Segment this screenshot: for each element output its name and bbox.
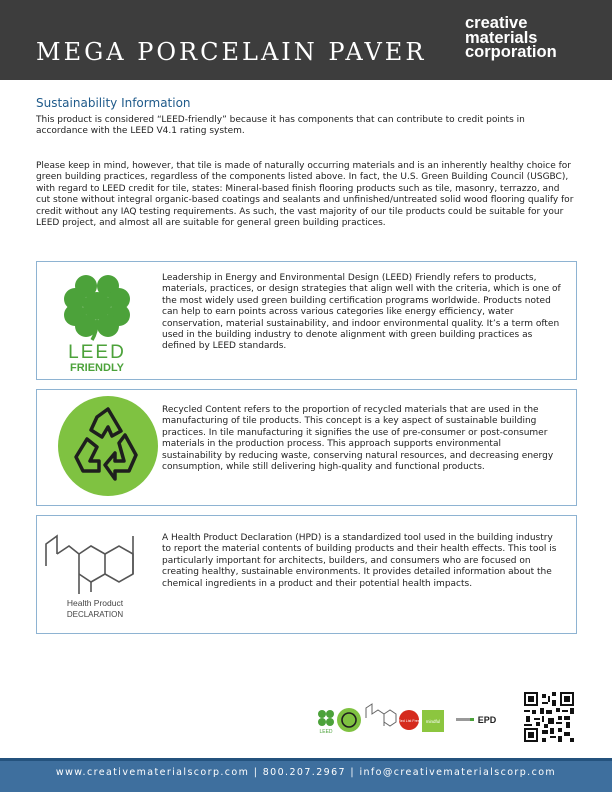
leed-badge-label: LEED (319, 729, 333, 735)
section-title: Sustainability Information (36, 96, 191, 110)
intro-paragraph: This product is considered “LEED-friendly” because it has components that can contribute to credit points in accordance with the LEED V4.1 rating system. (36, 115, 525, 137)
leed-badge-icon (318, 710, 334, 735)
leed-description: Leadership in Energy and Environmental Design (LEED) Friendly refers to products, materials, practices, or design strategies that align well with the criteria, which is one of the most widely used green building certification programs worldwide. Products noted can help to earn points across various categories like energy efficiency, water conservation, material sustainability, and indoor environmental quality. It’s a term often used in the building industry to denote alignment with green building practices as defined by LEED standards. (162, 273, 561, 352)
brand-line-2: materials (465, 28, 538, 47)
recycle-icon (57, 395, 159, 497)
recycled-description: Recycled Content refers to the proportion of recycled materials that are used in the manufacturing of tile products. This concept is a key aspect of sustainable building practices. In tile manufacturing it signifies the use of pre-consumer or post-consumer materials in the production process. This approach supports environmental sustainability by reducing waste, conserving natural resources, and decreasing energy consumption, while still delivering high-quality and functional products. (162, 405, 554, 473)
leed-info-box (36, 261, 577, 380)
red-list-badge-icon (398, 710, 420, 730)
hpd-description: A Health Product Declaration (HPD) is a standardized tool used in the building industry to report the material contents of building products and their health effects. This tool is particularly important for architects, builders, and consumers who are focused on creating healthy, sustainable environments. It provides detailed information about the chemical ingredients in a product and their potential health impacts. (162, 533, 557, 589)
mindful-badge-label: mindful (425, 719, 441, 724)
leed-logo-word: LEED (68, 342, 126, 363)
recycle-badge-icon (337, 708, 361, 732)
qr-code-icon[interactable] (524, 692, 574, 742)
footer-strip (0, 758, 612, 761)
brand-line-3: corporation (465, 43, 557, 61)
recycled-info-box (36, 389, 577, 506)
hpd-logo-line-2: DECLARATION (66, 610, 124, 619)
detail-paragraph: Please keep in mind, however, that tile is made of naturally occurring materials and is an inherently healthy choice for green building practices, regardless of the components listed above. In fact, the U.S. Green Building Council (USGBC), with regard to LEED credit for tile, states: Mineral-based finish flooring products such as tile, masonry, terrazzo, and cut stone without integral organic-based coatings and sealants and unfinished/untreated solid wood flooring qualify for credit without any IAQ testing requirements. As such, the vast majority of our tile products could be suitable for your LEED project, and almost all are suitable for general green building practices. (36, 161, 574, 229)
red-list-badge-label: Red List Free (398, 719, 420, 723)
hpd-info-box (36, 515, 577, 634)
leed-friendly-logo (61, 270, 133, 374)
brand-logo (465, 16, 557, 60)
page-header (0, 0, 612, 80)
certification-badges (316, 700, 516, 740)
epd-badge-icon (456, 715, 497, 725)
page-footer (0, 758, 612, 792)
epd-badge-label: EPD (477, 715, 497, 725)
page-title: MEGA PORCELAIN PAVER (36, 38, 427, 66)
hpd-badge-icon (366, 704, 396, 726)
footer-contact: www.creativematerialscorp.com | 800.207.2967 | info@creativematerialscorp.com (55, 767, 557, 778)
hpd-logo (43, 532, 147, 622)
brand-line-1: creative (465, 14, 528, 32)
friendly-logo-word: FRIENDLY (70, 362, 124, 374)
hpd-logo-line-1: Health Product (66, 598, 124, 608)
mindful-badge-icon (422, 710, 444, 732)
